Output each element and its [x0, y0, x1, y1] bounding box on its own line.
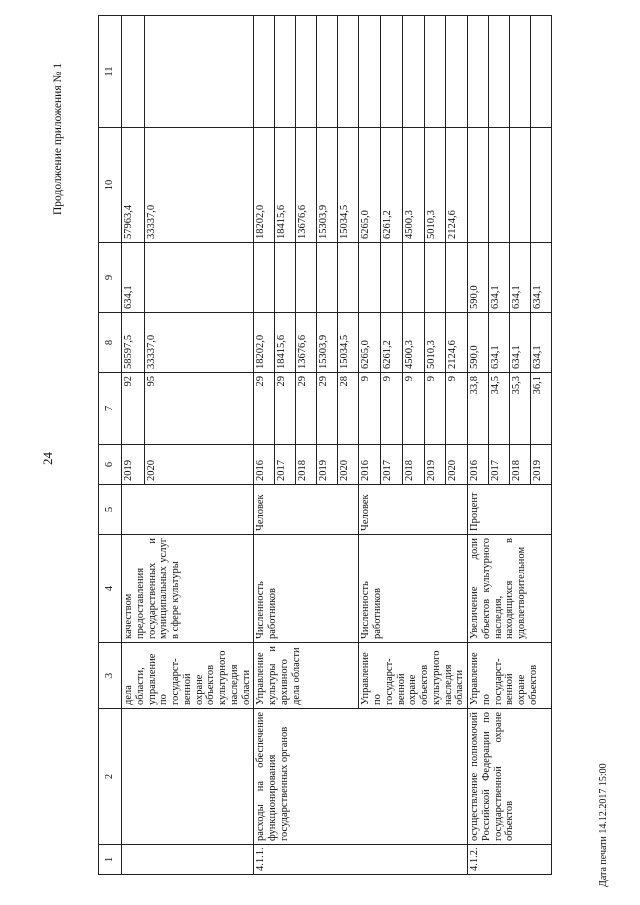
- col10-cell: [144, 16, 253, 128]
- total-cell: 2124,6: [446, 313, 468, 373]
- col10-cell: [424, 16, 446, 128]
- indicator-cell: Численность работников: [359, 535, 468, 643]
- federal-cell: [424, 243, 446, 313]
- year-cell: 2019: [424, 445, 446, 485]
- total-cell: 4500,3: [402, 313, 424, 373]
- total-cell: 634,1: [531, 313, 552, 373]
- federal-cell: [275, 243, 296, 313]
- total-cell: 33337,0: [144, 313, 253, 373]
- year-cell: 2020: [144, 445, 253, 485]
- count-cell: 33,8: [468, 373, 489, 445]
- total-cell: 634,1: [510, 313, 531, 373]
- total-cell: 590,0: [468, 313, 489, 373]
- count-cell: 28: [338, 373, 359, 445]
- col10-cell: [254, 16, 275, 128]
- count-cell: 9: [402, 373, 424, 445]
- col10-cell: [275, 16, 296, 128]
- regional-cell: 18202,0: [254, 128, 275, 243]
- col2-cell: [122, 709, 254, 845]
- year-cell: 2016: [254, 445, 275, 485]
- year-cell: 2016: [468, 445, 489, 485]
- count-cell: 29: [254, 373, 275, 445]
- col10-cell: [381, 16, 403, 128]
- table-row: [122, 16, 145, 875]
- count-cell: 36,1: [531, 373, 552, 445]
- col10-cell: [446, 16, 468, 128]
- count-cell: 35,3: [510, 373, 531, 445]
- federal-cell: 590,0: [468, 243, 489, 313]
- total-cell: 634,1: [489, 313, 510, 373]
- total-cell: 58597,5: [122, 313, 145, 373]
- year-cell: 2019: [122, 445, 145, 485]
- section-number: 4.1.2.: [468, 845, 552, 875]
- indicator-cell: качеством предоставления государственных и муниципальных услуг в сфере культуры: [122, 535, 254, 643]
- col-header-1: 1: [99, 845, 122, 875]
- total-cell: 6261,2: [381, 313, 403, 373]
- col-header-3: 3: [99, 643, 122, 709]
- regional-cell: [489, 128, 510, 243]
- col10-cell: [531, 16, 552, 128]
- count-cell: 92: [122, 373, 145, 445]
- table-row: [468, 16, 489, 875]
- federal-cell: 634,1: [122, 243, 145, 313]
- indicator-cell: Увеличение доли объектов культурного наследия, находящихся в удовлетворительном: [468, 535, 552, 643]
- total-cell: 18202,0: [254, 313, 275, 373]
- year-cell: 2019: [531, 445, 552, 485]
- col10-cell: [317, 16, 338, 128]
- federal-cell: [381, 243, 403, 313]
- col10-cell: [402, 16, 424, 128]
- count-cell: 29: [296, 373, 317, 445]
- federal-cell: [144, 243, 253, 313]
- federal-cell: [402, 243, 424, 313]
- total-cell: 15034,5: [338, 313, 359, 373]
- federal-cell: [296, 243, 317, 313]
- count-cell: 9: [446, 373, 468, 445]
- col-header-8: 8: [99, 313, 122, 373]
- regional-cell: 4500,3: [402, 128, 424, 243]
- total-cell: 18415,6: [275, 313, 296, 373]
- federal-cell: 634,1: [510, 243, 531, 313]
- col10-cell: [122, 16, 145, 128]
- year-cell: 2018: [402, 445, 424, 485]
- federal-cell: [317, 243, 338, 313]
- col-header-2: 2: [99, 709, 122, 845]
- col-header-10: 10: [99, 128, 122, 243]
- total-cell: 5010,3: [424, 313, 446, 373]
- col-header-11: 11: [99, 16, 122, 128]
- table-row: [254, 16, 275, 875]
- total-cell: 13676,6: [296, 313, 317, 373]
- page-number: 24: [40, 452, 55, 465]
- table-row: [99, 16, 122, 875]
- appendix-note: Продолжение приложения № 1: [52, 62, 64, 215]
- col-header-7: 7: [99, 373, 122, 445]
- responsible-cell: Управление по государст-венной охране объектов: [468, 643, 552, 709]
- year-cell: 2017: [381, 445, 403, 485]
- col-header-4: 4: [99, 535, 122, 643]
- regional-cell: 18415,6: [275, 128, 296, 243]
- regional-cell: [510, 128, 531, 243]
- total-cell: 6265,0: [359, 313, 381, 373]
- responsible-cell: Управление по государст-венной охране объектов культурного наследия области: [359, 643, 468, 709]
- measure-cell: осуществление полномочий Российской Федерации по государственной охране объектов: [468, 709, 552, 845]
- budget-table: [98, 15, 552, 875]
- year-cell: 2018: [296, 445, 317, 485]
- count-cell: 29: [317, 373, 338, 445]
- col-header-6: 6: [99, 445, 122, 485]
- count-cell: 29: [275, 373, 296, 445]
- federal-cell: [254, 243, 275, 313]
- section-number: 4.1.1.: [254, 845, 468, 875]
- unit-cell: [122, 485, 254, 535]
- regional-cell: 33337,0: [144, 128, 253, 243]
- col10-cell: [296, 16, 317, 128]
- count-cell: 9: [381, 373, 403, 445]
- unit-cell: Человек: [254, 485, 359, 535]
- count-cell: 34,5: [489, 373, 510, 445]
- col10-cell: [468, 16, 489, 128]
- year-cell: 2017: [489, 445, 510, 485]
- federal-cell: [338, 243, 359, 313]
- federal-cell: [359, 243, 381, 313]
- unit-cell: Процент: [468, 485, 552, 535]
- regional-cell: 57963,4: [122, 128, 145, 243]
- regional-cell: 6261,2: [381, 128, 403, 243]
- year-cell: 2020: [338, 445, 359, 485]
- print-date: Дата печати 14.12.2017 15:00: [598, 763, 609, 887]
- col1-cell: [122, 845, 254, 875]
- col10-cell: [510, 16, 531, 128]
- regional-cell: 15303,9: [317, 128, 338, 243]
- regional-cell: 6265,0: [359, 128, 381, 243]
- col-header-5: 5: [99, 485, 122, 535]
- count-cell: 9: [424, 373, 446, 445]
- responsible-cell: Управление культуры и архивного дела области: [254, 643, 359, 709]
- year-cell: 2016: [359, 445, 381, 485]
- col-header-9: 9: [99, 243, 122, 313]
- measure-cell: расходы на обеспечение функционирования государственных органов: [254, 709, 468, 845]
- year-cell: 2020: [446, 445, 468, 485]
- unit-cell: Человек: [359, 485, 468, 535]
- federal-cell: 634,1: [489, 243, 510, 313]
- regional-cell: [531, 128, 552, 243]
- indicator-cell: Численность работников: [254, 535, 359, 643]
- year-cell: 2019: [317, 445, 338, 485]
- regional-cell: 2124,6: [446, 128, 468, 243]
- federal-cell: [446, 243, 468, 313]
- federal-cell: 634,1: [531, 243, 552, 313]
- regional-cell: [468, 128, 489, 243]
- count-cell: 9: [359, 373, 381, 445]
- regional-cell: 15034,5: [338, 128, 359, 243]
- total-cell: 15303,9: [317, 313, 338, 373]
- col10-cell: [359, 16, 381, 128]
- col10-cell: [338, 16, 359, 128]
- col10-cell: [489, 16, 510, 128]
- count-cell: 95: [144, 373, 253, 445]
- regional-cell: 5010,3: [424, 128, 446, 243]
- responsible-cell: дела области, управление по государст-венной охране объектов культурного наследия области: [122, 643, 254, 709]
- year-cell: 2018: [510, 445, 531, 485]
- year-cell: 2017: [275, 445, 296, 485]
- regional-cell: 13676,6: [296, 128, 317, 243]
